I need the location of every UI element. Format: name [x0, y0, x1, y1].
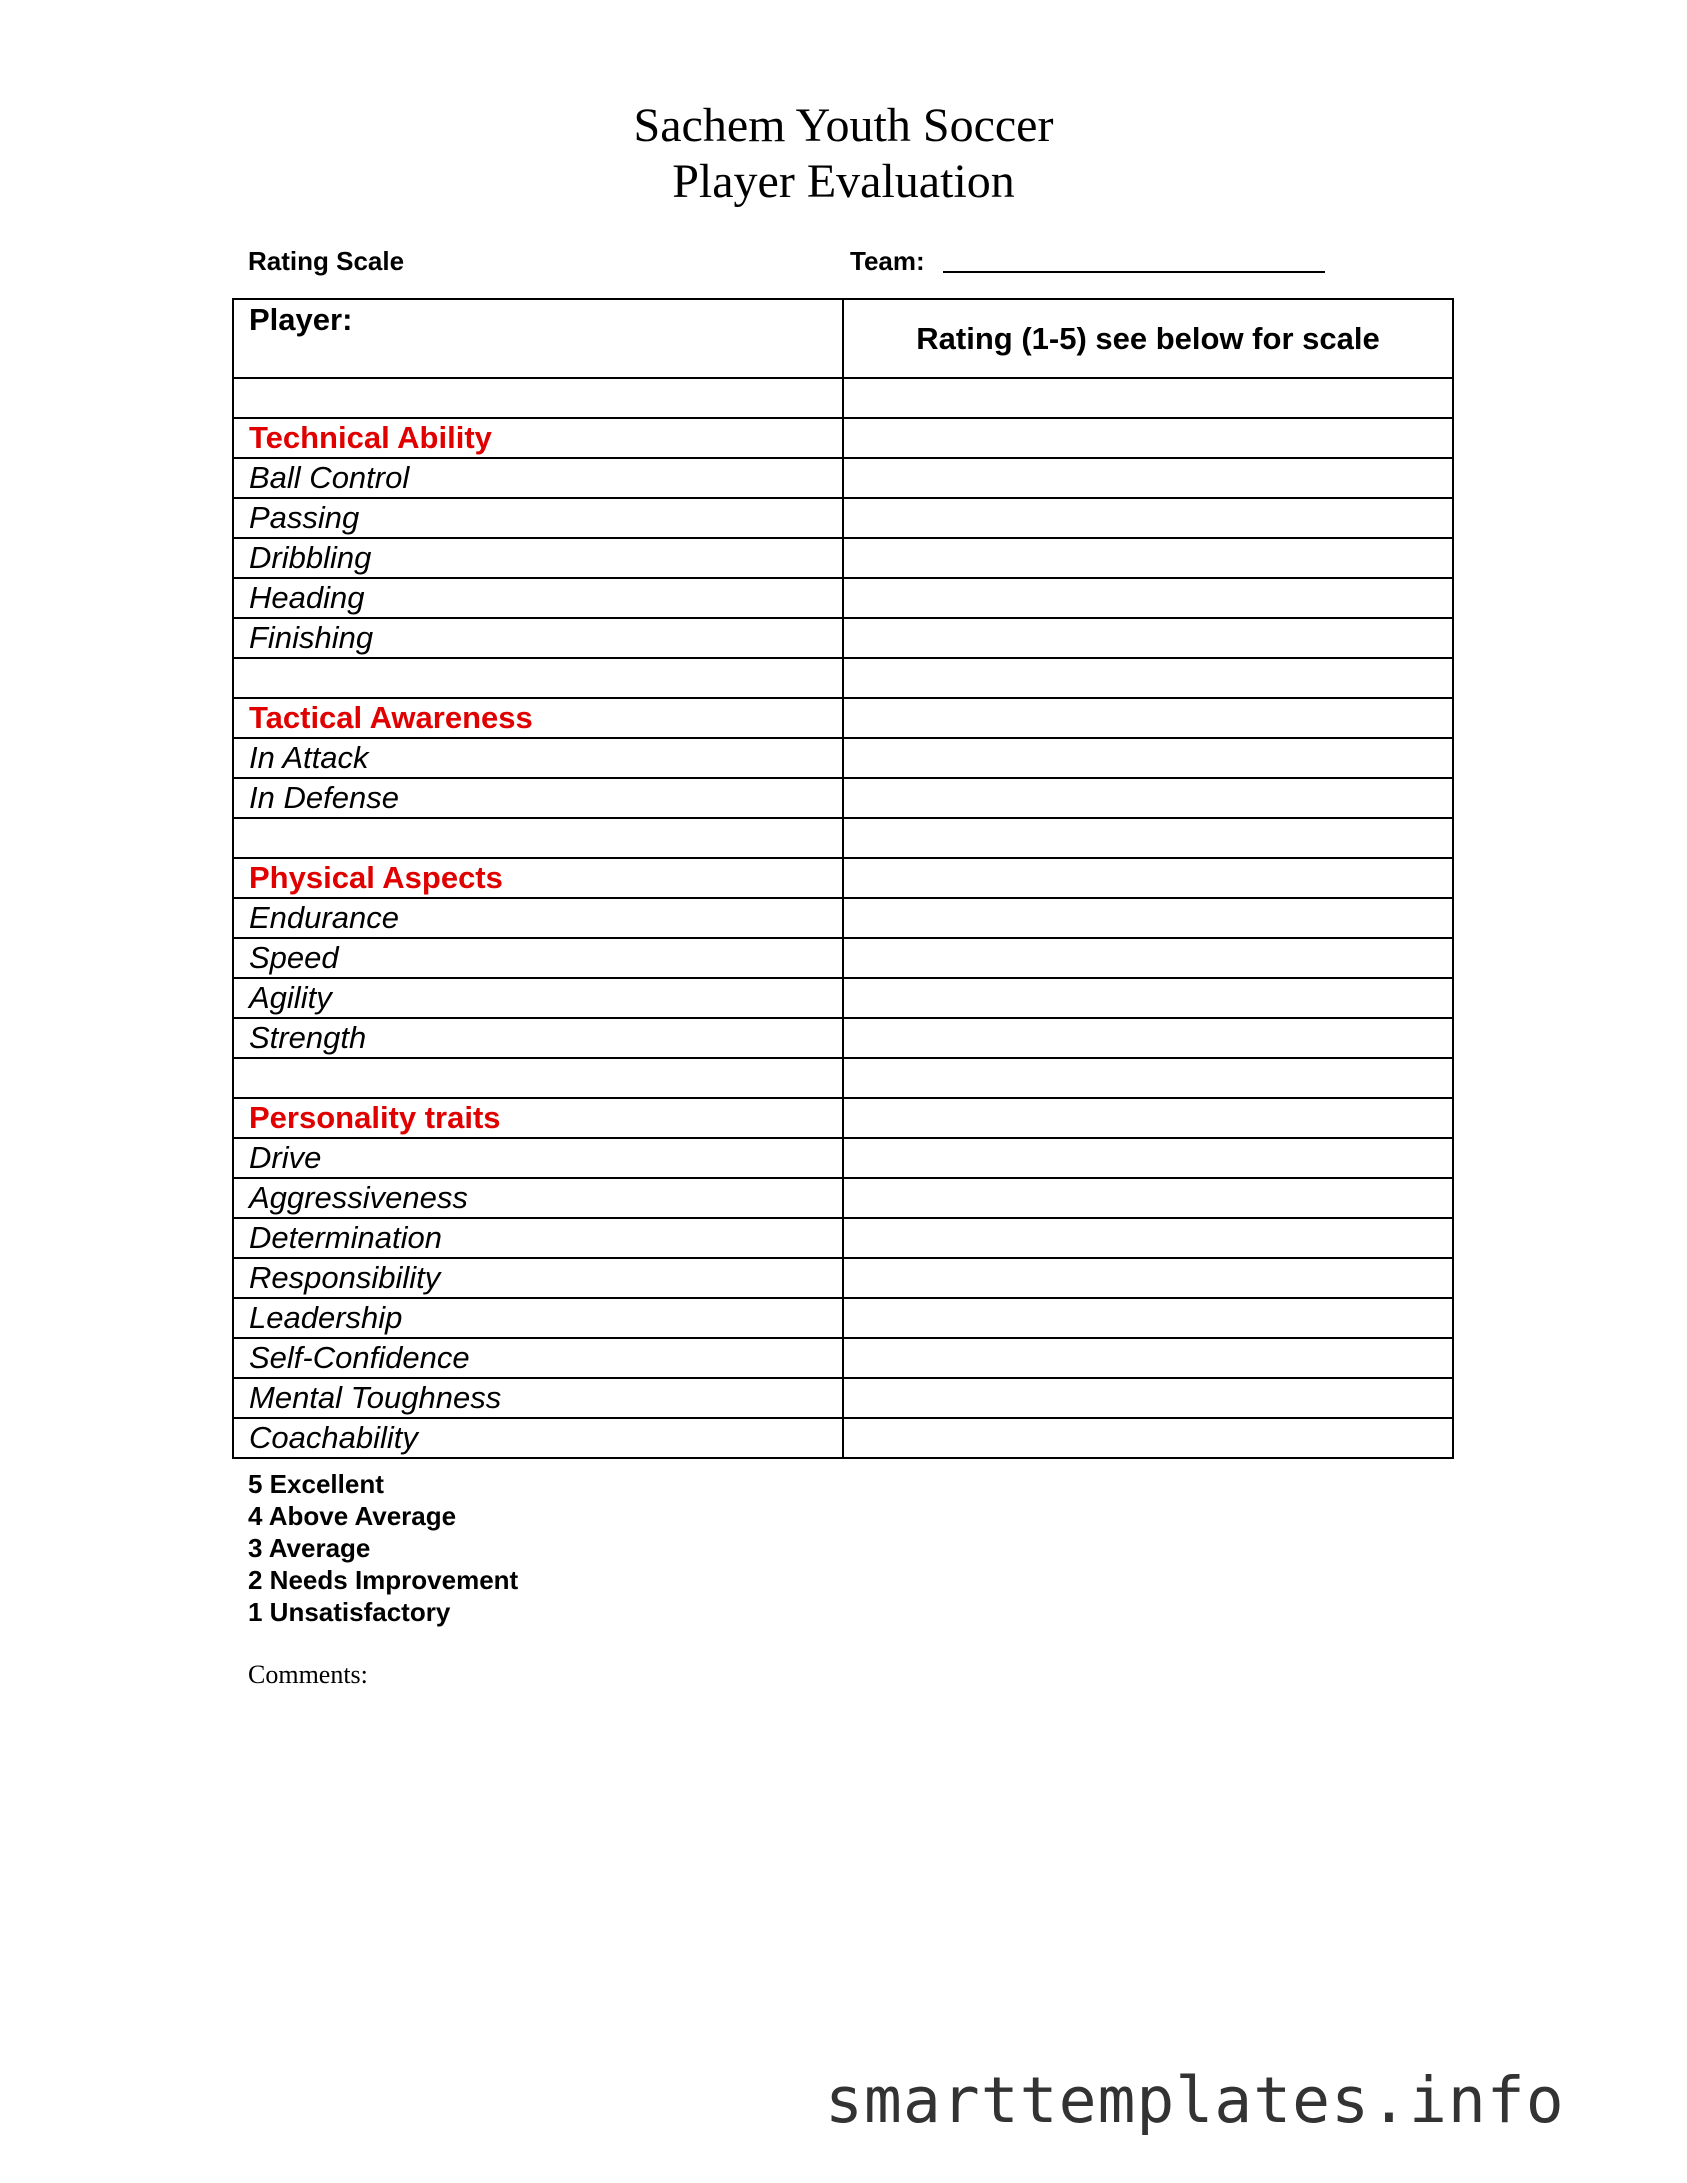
player-label: Player:: [249, 302, 353, 337]
rating-cell: [843, 858, 1453, 898]
evaluation-table: [232, 298, 1454, 1459]
criterion-row: [233, 1178, 1453, 1218]
spacer-row: [233, 1058, 1453, 1098]
rating-cell[interactable]: [843, 1338, 1453, 1378]
rating-cell[interactable]: [843, 1138, 1453, 1178]
rating-cell[interactable]: [843, 1258, 1453, 1298]
rating-cell: [843, 378, 1453, 418]
criterion-row: [233, 1378, 1453, 1418]
scale-item: 2 Needs Improvement: [248, 1565, 519, 1595]
criterion-row: [233, 1138, 1453, 1178]
section-title: Tactical Awareness: [233, 698, 843, 738]
rating-cell[interactable]: [843, 738, 1453, 778]
criterion-row: [233, 1258, 1453, 1298]
rating-cell[interactable]: [843, 1418, 1453, 1458]
rating-cell[interactable]: [843, 938, 1453, 978]
criterion-label: Strength: [233, 1018, 843, 1058]
rating-cell: [843, 418, 1453, 458]
criterion-label: Dribbling: [233, 538, 843, 578]
rating-cell[interactable]: [843, 538, 1453, 578]
criterion-label: Mental Toughness: [233, 1378, 843, 1418]
criterion-row: [233, 538, 1453, 578]
criterion-label: Speed: [233, 938, 843, 978]
criterion-label: Ball Control: [233, 458, 843, 498]
criterion-label: In Attack: [233, 738, 843, 778]
criterion-label: Leadership: [233, 1298, 843, 1338]
section-title: Physical Aspects: [233, 858, 843, 898]
document-title-line2: Player Evaluation: [672, 155, 1015, 208]
blank-cell: [233, 818, 843, 858]
team-input-line[interactable]: [943, 271, 1325, 273]
criterion-label: Determination: [233, 1218, 843, 1258]
player-name-cell[interactable]: [233, 299, 843, 378]
criterion-row: [233, 578, 1453, 618]
document-title-line1: Sachem Youth Soccer: [633, 99, 1054, 152]
rating-scale-legend: [248, 1468, 518, 1628]
rating-cell[interactable]: [843, 578, 1453, 618]
spacer-row: [233, 378, 1453, 418]
criterion-row: [233, 738, 1453, 778]
criterion-label: In Defense: [233, 778, 843, 818]
rating-cell[interactable]: [843, 618, 1453, 658]
rating-cell: [843, 1058, 1453, 1098]
criterion-row: [233, 1018, 1453, 1058]
rating-cell[interactable]: [843, 1018, 1453, 1058]
rating-cell[interactable]: [843, 458, 1453, 498]
rating-cell[interactable]: [843, 898, 1453, 938]
section-row: [233, 858, 1453, 898]
blank-cell: [233, 658, 843, 698]
criterion-label: Aggressiveness: [233, 1178, 843, 1218]
criterion-label: Passing: [233, 498, 843, 538]
section-row: [233, 418, 1453, 458]
criterion-label: Drive: [233, 1138, 843, 1178]
spacer-row: [233, 818, 1453, 858]
rating-cell[interactable]: [843, 1218, 1453, 1258]
criterion-row: [233, 498, 1453, 538]
section-row: [233, 698, 1453, 738]
criterion-row: [233, 898, 1453, 938]
rating-cell[interactable]: [843, 1378, 1453, 1418]
criterion-label: Self-Confidence: [233, 1338, 843, 1378]
rating-cell: [843, 658, 1453, 698]
rating-cell[interactable]: [843, 1178, 1453, 1218]
rating-cell[interactable]: [843, 498, 1453, 538]
scale-item: 4 Above Average: [248, 1501, 457, 1531]
rating-cell[interactable]: [843, 778, 1453, 818]
criterion-row: [233, 1418, 1453, 1458]
criterion-label: Heading: [233, 578, 843, 618]
table-header-row: [233, 299, 1453, 378]
criterion-row: [233, 618, 1453, 658]
criterion-row: [233, 938, 1453, 978]
criterion-label: Agility: [233, 978, 843, 1018]
criterion-row: [233, 978, 1453, 1018]
rating-cell: [843, 1098, 1453, 1138]
criterion-label: Endurance: [233, 898, 843, 938]
scale-item: 3 Average: [248, 1533, 371, 1563]
criterion-label: Finishing: [233, 618, 843, 658]
rating-cell[interactable]: [843, 978, 1453, 1018]
criterion-label: Responsibility: [233, 1258, 843, 1298]
rating-scale-label: Rating Scale: [248, 246, 405, 276]
scale-item: 1 Unsatisfactory: [248, 1597, 451, 1627]
criterion-row: [233, 1218, 1453, 1258]
criterion-row: [233, 1338, 1453, 1378]
criterion-row: [233, 778, 1453, 818]
watermark: smarttemplates.info: [825, 2064, 1565, 2137]
rating-cell: [843, 698, 1453, 738]
criterion-row: [233, 458, 1453, 498]
comments-label: Comments:: [248, 1660, 368, 1689]
criterion-row: [233, 1298, 1453, 1338]
team-label: Team:: [850, 246, 925, 276]
spacer-row: [233, 658, 1453, 698]
section-row: [233, 1098, 1453, 1138]
section-title: Technical Ability: [233, 418, 843, 458]
blank-cell: [233, 1058, 843, 1098]
blank-cell: [233, 378, 843, 418]
criterion-label: Coachability: [233, 1418, 843, 1458]
rating-cell[interactable]: [843, 1298, 1453, 1338]
rating-column-header: Rating (1-5) see below for scale: [843, 299, 1453, 378]
scale-item: 5 Excellent: [248, 1469, 384, 1499]
rating-cell: [843, 818, 1453, 858]
section-title: Personality traits: [233, 1098, 843, 1138]
